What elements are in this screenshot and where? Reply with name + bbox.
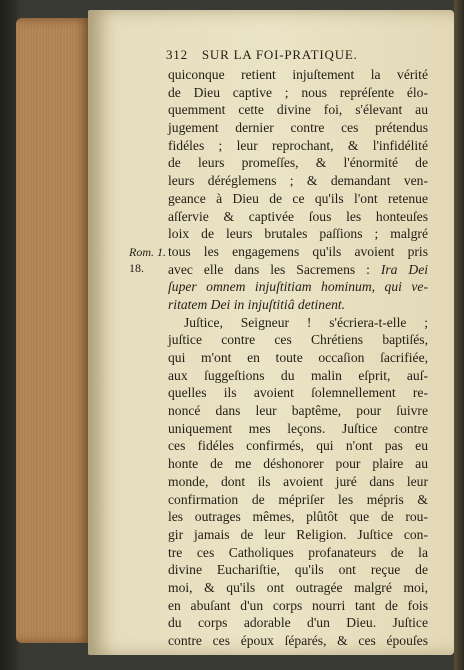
text-line: ces fidéles confirmés, qui n'ont pas eu [168,438,428,454]
text-line: contre ces époux ſéparés, & ces épouſes [168,633,428,648]
text-line: aſſervie & captivée ſous les honteuſes [168,208,428,224]
book-cover-right [454,0,464,670]
text-line: tre ces Catholiques profanateurs de la [168,544,428,560]
text-line: quemment cette divine foi, s'élevant au [168,102,428,118]
text-line: ritatem Dei in injuſtitiâ detinent. [168,296,346,312]
body-text [168,66,428,650]
text-line: aux ſuggeſtions du malin eſprit, auſ- [168,367,428,383]
text-line: moi, & qu'ils ont outragée malgré moi, [168,579,428,595]
page-edges [16,18,92,643]
text-line: de leurs promeſſes, & l'énormité de [168,155,428,171]
text-line: fidéles ; leur reprochant, & l'infidélité [168,137,428,153]
text-line: juſtice contre ces Chrétiens baptiſés, [168,332,428,348]
running-title: SUR LA FOI-PRATIQUE. [201,47,358,62]
running-header [166,47,430,63]
text-line: honte de me déshonorer pour plaire au [168,456,428,472]
text-line: qui m'ont en toute occaſion ſacrifiée, [168,350,428,365]
text-line: divine Euchariſtie, qu'ils ont reçue de [168,562,428,578]
margin-reference-line: Rom. 1. [129,245,166,259]
margin-reference-line: 18. [129,261,144,275]
text-line: en abuſant d'un corps nourri tant de fois [168,597,428,613]
text-line: uniquement mes leçons. Juſtice contre [168,420,428,436]
text-line: quelles ils avoient ſolemnellement re- [168,385,428,401]
text-line: monde, dont ils avoient juré dans leur [168,473,428,489]
text-line: confirmation de mépriſer les mépris & [168,491,428,507]
text-italic: Ira Dei [380,261,429,277]
text-line: leurs déréglemens ; & demandant ven- [168,173,428,189]
text-line: du corps adorable d'un Dieu. Juſtice [168,615,428,631]
text-line: de Dieu captive ; nous repréſente élo- [168,84,428,100]
text-line: gir jamais de leur Religion. Juſtice con- [168,526,428,542]
text-line: les outrages mêmes, plûtôt que de rou- [168,509,428,525]
text-line: quiconque retient injuſtement la vérité [168,67,428,82]
text-line: ſuper omnem injuſtitiam hominum, qui ve- [168,279,428,295]
text-line: tous les engagemens qu'ils avoient pris [168,243,428,259]
text-line: loix de leurs brutales paſſions ; malgré [168,226,428,242]
margin-reference [129,244,166,276]
text-line: jugement dernier contre ces prétendus [168,120,428,136]
text-roman: avec elle dans les Sacremens : [168,261,381,277]
text-line [168,261,428,279]
page-number: 312 [166,47,188,62]
text-line: noncé dans leur baptême, pour ſuivre [168,403,428,419]
text-line: geance à Dieu de ce qu'ils l'ont retenue [168,190,428,206]
text-line: Juſtice, Seigneur ! s'écriera-t-elle ; [184,314,428,330]
